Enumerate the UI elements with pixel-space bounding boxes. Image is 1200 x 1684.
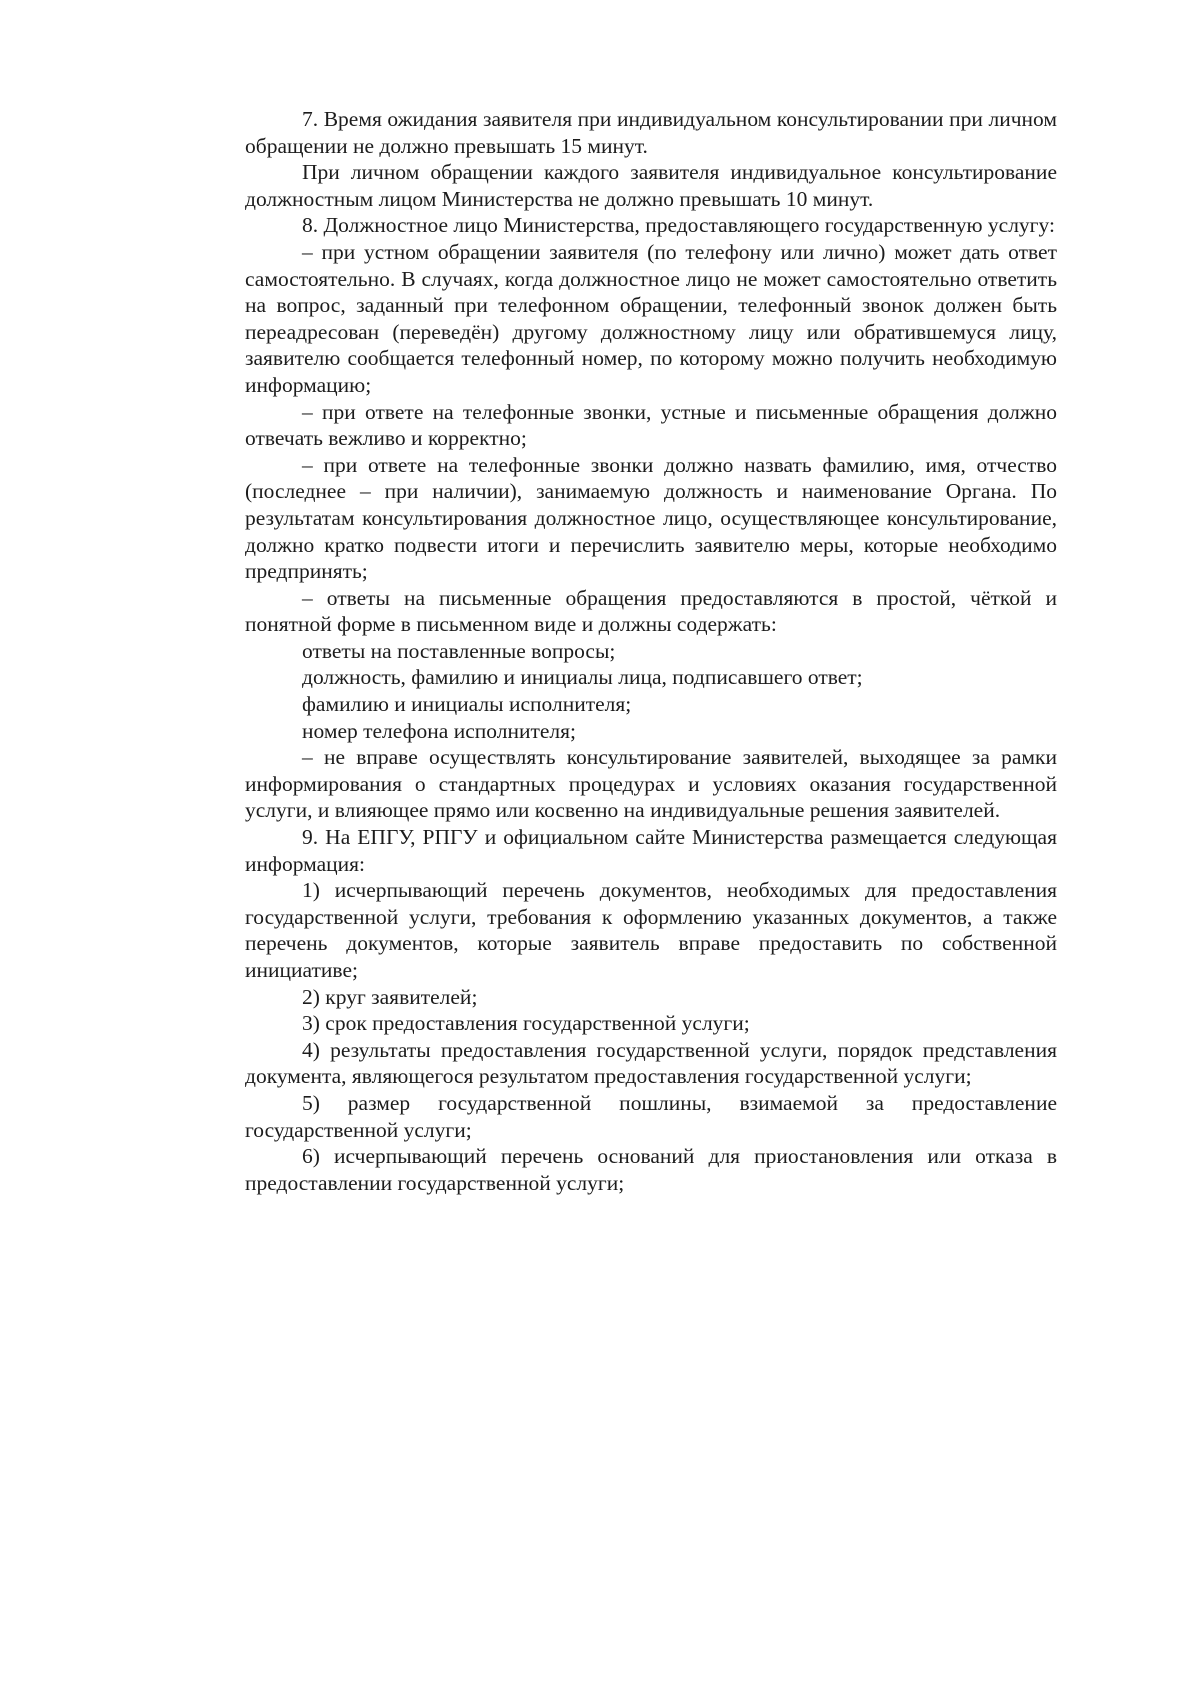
list-item-phone: номер телефона исполнителя;: [302, 718, 576, 743]
paragraph-9-item-2: 2) круг заявителей;: [302, 984, 478, 1009]
paragraph-8-restrictions: – не вправе осуществлять консультирование заявителей, выходящее за рамки информирования о стандартных процедурах и условиях оказания государственной услуги, и влияющее прямо или косвенно на индивидуальные решения заявителей.: [245, 745, 1057, 823]
paragraph-8: 8. Должностное лицо Министерства, предоставляющего государственную услугу:: [302, 213, 1055, 238]
paragraph-8-written-answers: – ответы на письменные обращения предоставляются в простой, чёткой и понятной форме в письменном виде и должны содержать:: [245, 585, 1057, 637]
list-item-executor: фамилию и инициалы исполнителя;: [302, 692, 632, 717]
document-body: [245, 106, 1057, 1196]
paragraph-7: 7. Время ожидания заявителя при индивидуальном консультировании при личном обращении не должно превышать 15 минут.: [245, 107, 1057, 158]
paragraph-9-item-5: 5) размер государственной пошлины, взимаемой за предоставление государственной услуги;: [245, 1090, 1057, 1142]
paragraph-9-item-3: 3) срок предоставления государственной услуги;: [302, 1011, 750, 1036]
paragraph-9-item-4: 4) результаты предоставления государственной услуги, порядок представления документа, являющегося результатом предоставления государственной услуги;: [245, 1037, 1057, 1089]
list-item-signer: должность, фамилию и инициалы лица, подписавшего ответ;: [302, 665, 863, 690]
paragraph-8-introduction: – при ответе на телефонные звонки должно назвать фамилию, имя, отчество (последнее – при наличии), занимаемую должность и наименование Органа. По результатам консультирования должностное лицо, осуществляющее консультирование, должно кратко подвести итоги и перечислить заявителю меры, которые необходимо предпринять;: [245, 452, 1057, 584]
paragraph-7-consultation-time: При личном обращении каждого заявителя индивидуальное консультирование должностным лицом Министерства не должно превышать 10 минут.: [245, 160, 1057, 211]
paragraph-9: 9. На ЕПГУ, РПГУ и официальном сайте Министерства размещается следующая информация:: [245, 825, 1057, 876]
paragraph-8-politeness: – при ответе на телефонные звонки, устные и письменные обращения должно отвечать вежливо и корректно;: [245, 399, 1057, 451]
paragraph-8-oral-request: – при устном обращении заявителя (по телефону или лично) может дать ответ самостоятельно. В случаях, когда должностное лицо не может самостоятельно ответить на вопрос, заданный при телефонном обращении, телефонный звонок должен быть переадресован (переведён) другому должностному лицу или обратившемуся лицу, заявителю сообщается телефонный номер, по которому можно получить необходимую информацию;: [245, 239, 1057, 397]
list-item-answers: ответы на поставленные вопросы;: [302, 638, 616, 663]
paragraph-9-item-6: 6) исчерпывающий перечень оснований для приостановления или отказа в предоставлении государственной услуги;: [245, 1144, 1057, 1195]
paragraph-9-item-1: 1) исчерпывающий перечень документов, необходимых для предоставления государственной услуги, требования к оформлению указанных документов, а также перечень документов, которые заявитель вправе предоставить по собственной инициативе;: [245, 878, 1057, 982]
